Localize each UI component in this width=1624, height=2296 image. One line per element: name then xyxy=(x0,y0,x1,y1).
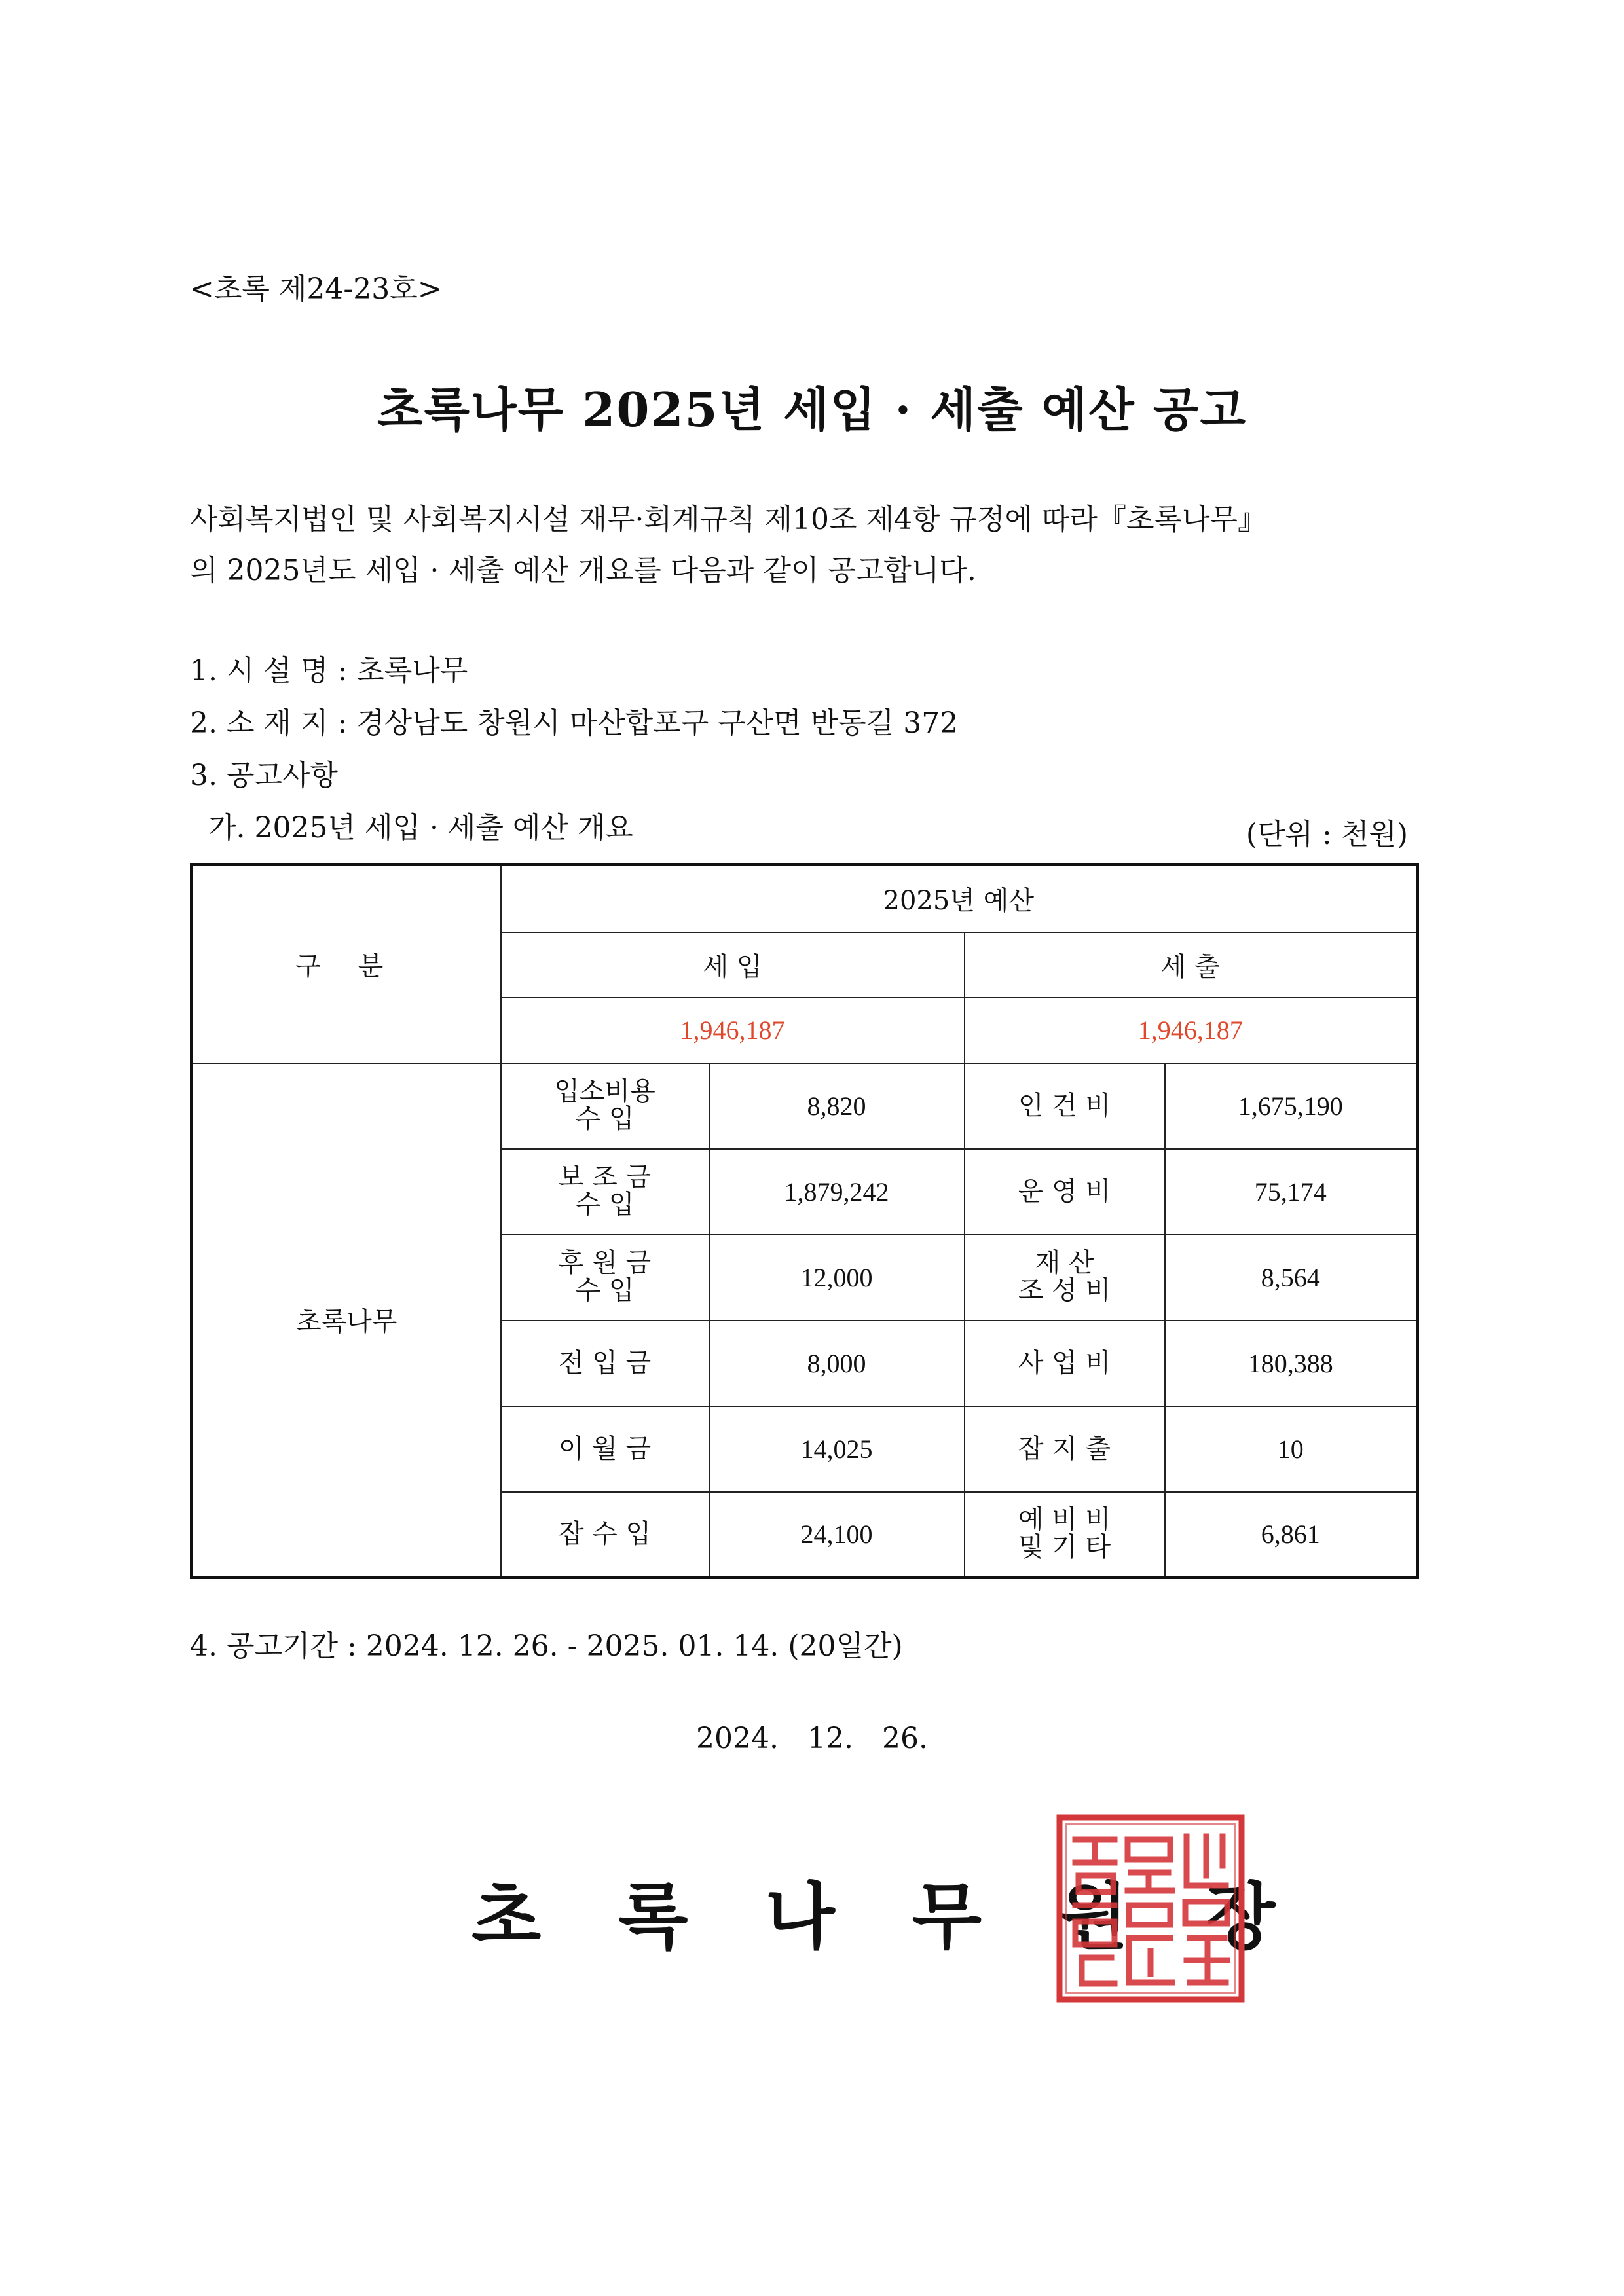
notice-period: 4. 공고기간 : 2024. 12. 26. - 2025. 01. 14. (20일간) xyxy=(190,1630,903,1663)
expense-total: 1,946,187 xyxy=(965,998,1418,1063)
intro-line-1: 사회복지법인 및 사회복지시설 재무·회계규칙 제10조 제4항 규정에 따라『초록나무』 xyxy=(190,503,1266,536)
unit-label: (단위 : 천원) xyxy=(1246,818,1408,851)
income-total: 1,946,187 xyxy=(501,998,965,1063)
income-value: 8,000 xyxy=(709,1321,965,1406)
expense-item: 운 영 비 xyxy=(965,1149,1165,1235)
facility-name-cell: 초록나무 xyxy=(192,1063,501,1578)
income-item: 잡 수 입 xyxy=(501,1492,709,1578)
income-header: 세 입 xyxy=(501,932,965,998)
expense-value: 75,174 xyxy=(1165,1149,1418,1235)
income-item: 입소비용 수 입 xyxy=(501,1063,709,1149)
income-value: 12,000 xyxy=(709,1235,965,1321)
official-seal-icon xyxy=(1056,1813,1246,2003)
expense-value: 6,861 xyxy=(1165,1492,1418,1578)
document-number: <초록 제24-23호> xyxy=(190,272,442,306)
budget-header: 2025년 예산 xyxy=(501,865,1418,932)
intro-paragraph xyxy=(190,494,1467,596)
expense-item: 잡 지 출 xyxy=(965,1406,1165,1492)
expense-item: 예 비 비 및 기 타 xyxy=(965,1492,1165,1578)
expense-item: 인 건 비 xyxy=(965,1063,1165,1149)
income-value: 1,879,242 xyxy=(709,1149,965,1235)
income-item: 보 조 금 수 입 xyxy=(501,1149,709,1235)
intro-line-2: 의 2025년도 세입 · 세출 예산 개요를 다음과 같이 공고합니다. xyxy=(190,554,976,587)
income-value: 24,100 xyxy=(709,1492,965,1578)
income-item: 후 원 금 수 입 xyxy=(501,1235,709,1321)
income-value: 8,820 xyxy=(709,1063,965,1149)
income-value: 14,025 xyxy=(709,1406,965,1492)
budget-table xyxy=(190,863,1419,1579)
expense-item: 사 업 비 xyxy=(965,1321,1165,1406)
expense-value: 180,388 xyxy=(1165,1321,1418,1406)
signature-line: 초록나무원장 xyxy=(471,1874,1353,1959)
subitem-budget-overview: 가. 2025년 세입 · 세출 예산 개요 xyxy=(208,811,633,845)
item-facility-name: 1. 시 설 명 : 초록나무 xyxy=(190,654,468,687)
page-title: 초록나무 2025년 세입 · 세출 예산 공고 xyxy=(377,382,1247,437)
expense-header: 세 출 xyxy=(965,932,1418,998)
expense-value: 8,564 xyxy=(1165,1235,1418,1321)
item-notice-heading: 3. 공고사항 xyxy=(190,759,338,792)
expense-value: 1,675,190 xyxy=(1165,1063,1418,1149)
issue-date: 2024. 12. 26. xyxy=(696,1722,928,1755)
expense-value: 10 xyxy=(1165,1406,1418,1492)
expense-item: 재 산 조 성 비 xyxy=(965,1235,1165,1321)
item-location: 2. 소 재 지 : 경상남도 창원시 마산합포구 구산면 반동길 372 xyxy=(190,706,959,740)
category-header: 구 분 xyxy=(192,865,501,1063)
income-item: 이 월 금 xyxy=(501,1406,709,1492)
income-item: 전 입 금 xyxy=(501,1321,709,1406)
